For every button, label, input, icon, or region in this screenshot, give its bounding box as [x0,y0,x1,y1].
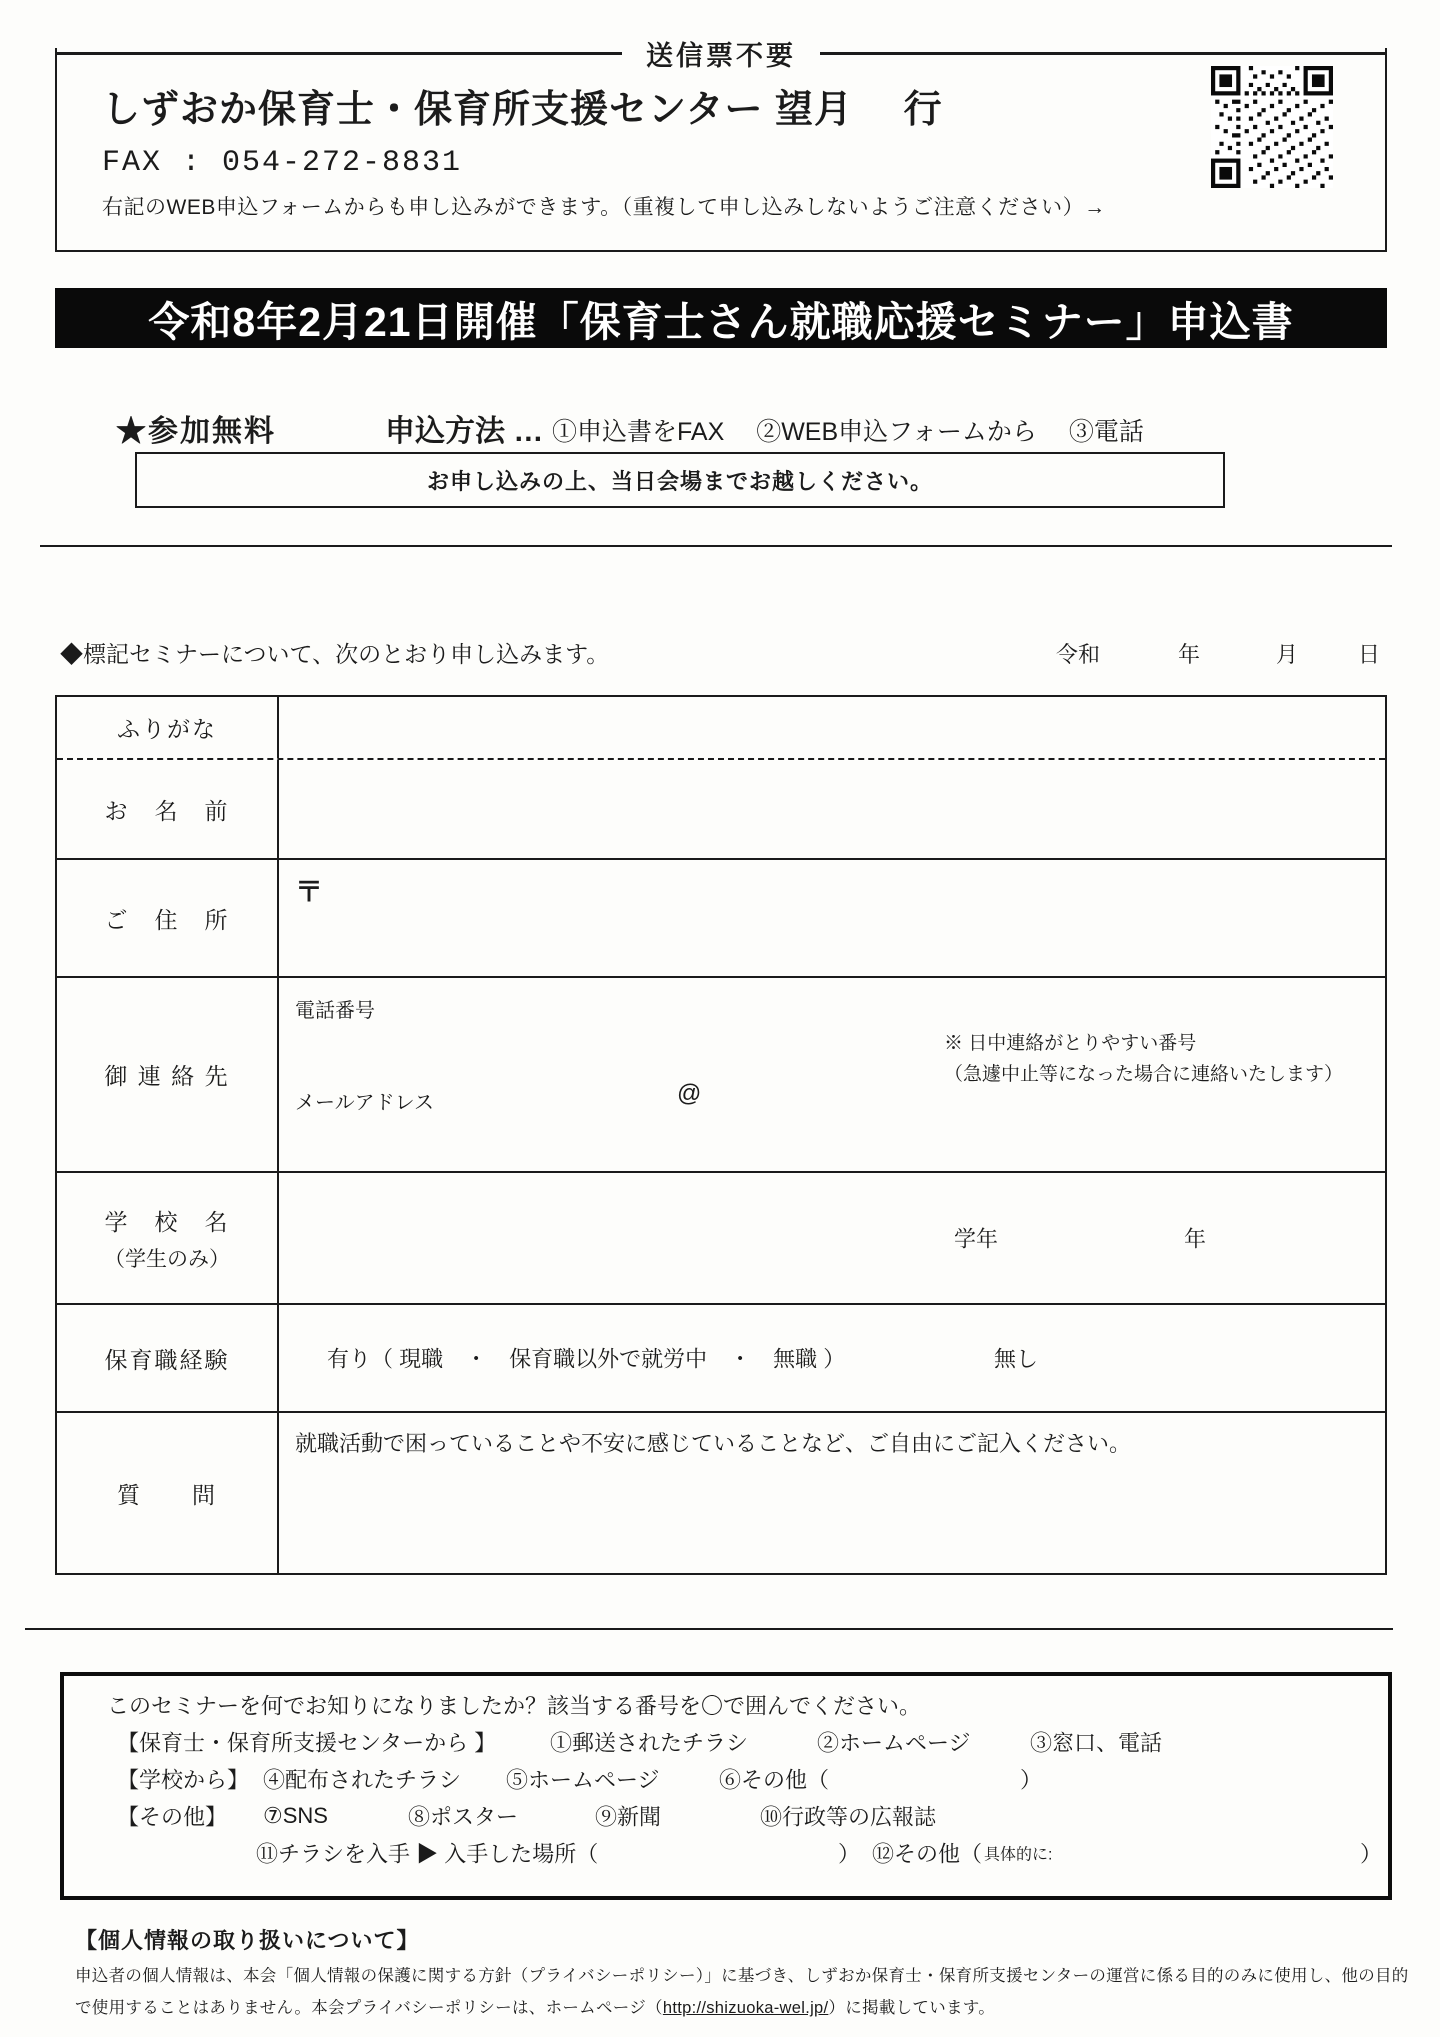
survey-question-line [64,1686,1388,1723]
survey-row-other [64,1797,1388,1834]
daytime-contact-note [944,1028,1343,1091]
fax-header-box [55,48,1387,252]
survey-cat-center: 【保育士・保育所支援センターから 】 [117,1730,497,1755]
phone-label: 電話番号 [295,1000,375,1022]
survey-option-12: ⑫その他（ [872,1841,983,1866]
survey-option-10: ⑩行政等の広報誌 [760,1804,937,1829]
daytime-contact-note-line1: ※ 日中連絡がとりやすい番号 [944,1033,1197,1054]
survey-row-center [64,1723,1388,1760]
survey-box [60,1672,1392,1900]
at-sign: @ [677,1080,702,1107]
survey-cat-other: 【その他】 [117,1804,228,1829]
address-label: ご 住 所 [57,860,279,976]
divider-bottom [25,1628,1393,1630]
name-field[interactable] [279,760,1385,858]
survey-option-3: ③窓口、電話 [1030,1730,1163,1755]
question-prompt: 就職活動で困っていることや不安に感じていることなど、ご自由にご記入ください。 [295,1431,1132,1456]
email-label: メールアドレス [295,1092,434,1114]
survey-option-5: ⑤ホームページ [506,1767,660,1792]
fax-sheet-not-required-legend [55,34,1387,73]
application-method-label: 申込方法 … [385,415,544,448]
daytime-contact-note-line2: （急遽中止等になった場合に連絡いたします） [944,1064,1344,1086]
furigana-label: ふりがな [57,697,279,758]
survey-option-12-detail-label: 具体的に: [984,1846,1053,1863]
survey-option-1: ①郵送されたチラシ [550,1730,749,1755]
row-contact [57,976,1385,1171]
survey-option-7: ⑦SNS [263,1802,328,1828]
seminar-title-bar: 令和8年2月21日開催「保育士さん就職応援セミナー」申込書 [55,288,1387,348]
survey-row-extra [64,1834,1388,1871]
contact-label: 御 連 絡 先 [57,978,279,1171]
school-label-main: 学 校 名 [104,1208,230,1235]
row-school [57,1171,1385,1303]
postal-mark: 〒 [295,876,324,907]
survey-option-4: ④配布されたチラシ [263,1767,462,1792]
date-year-label: 年 [1178,642,1201,667]
legend-line-right [820,52,1387,55]
survey-option-11: ⑪チラシを入手 ▶ 入手した場所（ [256,1841,599,1866]
name-label: お 名 前 [57,760,279,858]
experience-label: 保育職経験 [57,1305,279,1411]
date-era-label: 令和 [1056,642,1101,667]
school-label-sub: （学生のみ） [104,1247,230,1271]
legend-line-left [55,52,622,55]
privacy-text-part2: ）に掲載しています。 [828,1999,996,2018]
row-question [57,1411,1385,1573]
apply-statement: ◆標記セミナーについて、次のとおり申し込みます。 [60,641,610,667]
row-experience [57,1303,1385,1411]
survey-option-12-close: ） [1360,1841,1383,1866]
contact-field[interactable] [279,978,1385,1171]
divider-top [40,545,1392,547]
row-furigana [57,697,1385,760]
row-name [57,760,1385,858]
free-participation-label: ★参加無料 [116,415,276,448]
survey-question: このセミナーを何でお知りになりましたか？該当する番号を〇で囲んでください。 [107,1693,922,1718]
survey-option-2: ②ホームページ [817,1730,971,1755]
legend-label: 送信票不要 [622,34,820,73]
question-field[interactable] [279,1413,1385,1573]
survey-option-6: ⑥その他（ [719,1767,830,1792]
survey-cat-school: 【学校から】 [117,1767,250,1792]
application-method-options: ①申込書をFAX ②WEB申込フォームから ③電話 [552,418,1144,446]
survey-row-school [64,1760,1388,1797]
web-form-note: 右記のWEB申込フォームからも申し込みができます。（重複して申し込みしないようご注意ください）→ [102,196,1106,219]
venue-note-box: お申し込みの上、当日会場までお越しください。 [135,452,1225,508]
fax-number: FAX : 054-272-8831 [102,146,463,180]
survey-option-9: ⑨新聞 [595,1804,662,1829]
recipient-line: しずおか保育士・保育所支援センター 望月 行 [102,89,943,131]
experience-none-option: 無し [994,1346,1039,1372]
school-label [57,1173,279,1303]
survey-option-11-close: ） [838,1841,861,1866]
date-month-label: 月 [1276,642,1299,667]
grade-year-label: 年 [1184,1226,1207,1252]
date-day-label: 日 [1358,642,1381,667]
grade-label: 学年 [954,1226,999,1252]
qr-code-icon [1211,66,1333,188]
privacy-text-part1: 申込者の個人情報は、本会「個人情報の保護に関する方針（プライバシーポリシー）」に基づき、しずおか保育士・保育所支援センターの運営に係る目的のみに使用し、他の目的で使用することはありません。本会プライバシーポリシーは、ホームページ（ [75,1967,1409,2018]
address-field[interactable] [279,860,1385,976]
privacy-policy-text [75,1960,1425,2024]
experience-field[interactable] [279,1305,1385,1411]
application-table [55,695,1387,1575]
privacy-section-title: 【個人情報の取り扱いについて】 [75,1928,420,1953]
privacy-policy-url: http://shizuoka-wel.jp/ [662,1999,829,2018]
question-label: 質 問 [57,1413,279,1573]
furigana-field[interactable] [279,697,1385,758]
school-field[interactable] [279,1173,1385,1303]
survey-option-8: ⑧ポスター [408,1804,519,1829]
survey-option-6-close: ） [1020,1767,1043,1792]
experience-options: 有り（ 現職 ・ 保育職以外で就労中 ・ 無職 ） [327,1346,846,1372]
row-address [57,858,1385,976]
